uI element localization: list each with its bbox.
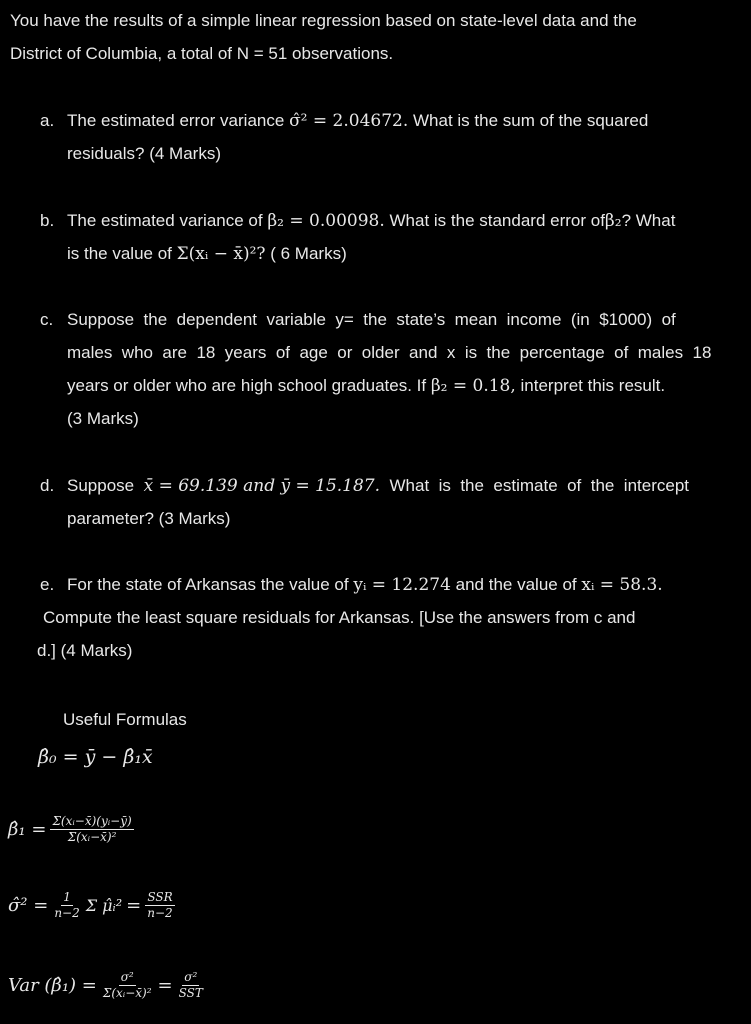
question-b-math-3: Σ(xᵢ − x̄)²? (176, 244, 266, 264)
formula-var-beta-lhs: Var (β̂₁) = (8, 975, 97, 996)
formula-error-variance-den-1: n−2 (54, 906, 80, 920)
question-a-line-1 (67, 104, 648, 138)
formula-var-beta-den-2: SST (178, 986, 203, 1000)
question-d-line-1 (67, 469, 689, 503)
formula-error-variance-num-2: SSR (147, 890, 173, 904)
formula-var-beta-eq: = (157, 975, 173, 996)
question-e-line-1 (67, 568, 663, 602)
intro-line-1: You have the results of a simple linear regression based on state-level data and the (10, 11, 637, 30)
formula-slope (8, 814, 134, 845)
question-b-math-2: β₂ (604, 211, 622, 231)
question-c-line-1: Suppose the dependent variable y= the state’s mean income (in $1000) of (67, 310, 676, 329)
question-b-text-2: is the value of (67, 244, 172, 263)
formula-error-variance-num-1: 1 (63, 890, 71, 904)
question-c-text-post: interpret this result. (520, 376, 666, 395)
question-e-line-2: Compute the least square residuals for Arkansas. [Use the answers from c and (43, 608, 636, 627)
question-b-text-mid: What is the standard error of (389, 211, 605, 230)
question-a-label: a. (40, 111, 55, 130)
formula-var-beta-den-1: Σ(xᵢ−x̄)² (102, 986, 152, 1000)
question-e-text-mid: and the value of (455, 575, 577, 594)
question-c-line-3 (67, 369, 665, 403)
question-c-text: years or older who are high school graduates. If (67, 376, 427, 395)
question-b-line-2 (67, 237, 347, 271)
formula-error-variance (8, 890, 175, 921)
question-d-label: d. (40, 476, 55, 495)
formula-intercept: β̂₀ = ȳ − β̂₁x̄ (38, 746, 153, 768)
question-e-line-3: d.] (4 Marks) (37, 641, 133, 660)
question-d-line-2: parameter? (3 Marks) (67, 509, 231, 528)
question-c-line-2: males who are 18 years of age or older and x is the percentage of males 18 (67, 343, 712, 362)
question-d-math: x̄ = 69.139 and ȳ = 15.187. (143, 476, 381, 496)
question-b-label: b. (40, 211, 55, 230)
formula-error-variance-sum: Σ μ̂ᵢ² (85, 896, 123, 915)
formula-error-variance-den-2: n−2 (147, 906, 173, 920)
question-a-line-2: residuals? (4 Marks) (67, 144, 221, 163)
formula-error-variance-lhs: σ̂² = (8, 895, 49, 916)
question-d-text: Suppose (67, 476, 135, 495)
question-b-text-post: ? What (621, 211, 676, 230)
formulas-heading: Useful Formulas (63, 710, 187, 729)
formula-var-beta (8, 970, 205, 1001)
question-e-label: e. (40, 575, 55, 594)
question-e-math-2: xᵢ = 58.3. (581, 575, 663, 595)
question-b-math-1: β₂ = 0.00098. (267, 211, 385, 231)
question-b-text: The estimated variance of (67, 211, 263, 230)
question-b-line-1 (67, 204, 675, 238)
question-d-text-post: What is the estimate of the intercept (389, 476, 690, 495)
question-e-math-1: yᵢ = 12.274 (353, 575, 451, 595)
formula-slope-lhs: β̂₁ = (8, 819, 47, 840)
formula-var-beta-num-2: σ² (184, 970, 198, 984)
question-c-line-4: (3 Marks) (67, 409, 139, 428)
formula-slope-denominator: Σ(xᵢ−x̄)² (67, 830, 117, 844)
question-c-label: c. (40, 310, 54, 329)
question-a-text-post: What is the sum of the squared (412, 111, 649, 130)
formula-slope-numerator: Σ(xᵢ−x̄)(yᵢ−ȳ) (52, 814, 132, 828)
question-c-math: β₂ = 0.18, (430, 376, 516, 396)
question-a-text: The estimated error variance (67, 111, 285, 130)
question-e-text: For the state of Arkansas the value of (67, 575, 349, 594)
formula-var-beta-num-1: σ² (120, 970, 134, 984)
question-a-math: σ̂² = 2.04672. (289, 111, 409, 131)
intro-line-2: District of Columbia, a total of N = 51 observations. (10, 44, 394, 63)
formula-error-variance-eq: = (126, 895, 142, 916)
question-b-marks: ( 6 Marks) (270, 244, 347, 263)
